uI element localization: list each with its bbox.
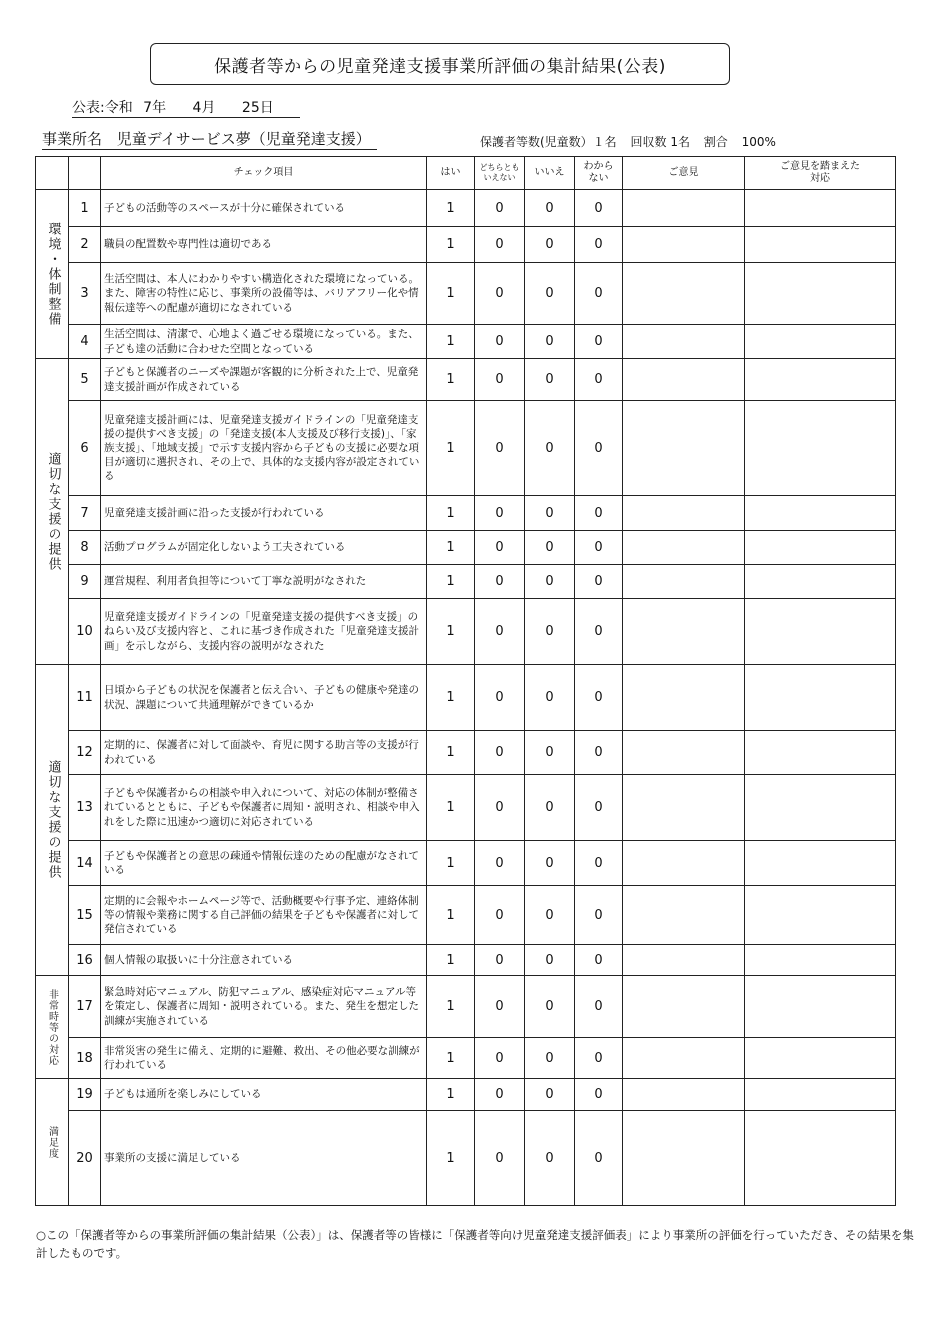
no-count: 0 [525, 665, 575, 731]
no-count: 0 [525, 565, 575, 599]
item-text: 生活空間は、清潔で、心地よく過ごせる環境になっている。また、子ども達の活動に合わせた空間となっている [101, 325, 427, 359]
response-cell [745, 1111, 896, 1206]
guardian-count: 保護者等数(児童数）１名 [480, 135, 617, 149]
unknown-count: 0 [575, 263, 623, 325]
header-number [69, 157, 101, 190]
item-number: 20 [69, 1111, 101, 1206]
publication-day: 25日 [241, 100, 274, 116]
item-text: 緊急時対応マニュアル、防犯マニュアル、感染症対応マニュアル等を策定し、保護者に周知・説明されている。また、発生を想定した訓練が実施されている [101, 976, 427, 1038]
no-count: 0 [525, 401, 575, 496]
response-cell [745, 496, 896, 531]
response-cell [745, 945, 896, 976]
yes-count: 1 [427, 565, 475, 599]
item-number: 9 [69, 565, 101, 599]
header-yes: はい [427, 157, 475, 190]
response-cell [745, 227, 896, 263]
opinion-cell [623, 731, 745, 775]
response-cell [745, 531, 896, 565]
item-number: 4 [69, 325, 101, 359]
table-header-row [36, 157, 896, 190]
table-row [36, 775, 896, 841]
no-count: 0 [525, 531, 575, 565]
neutral-count: 0 [475, 531, 525, 565]
table-row [36, 886, 896, 945]
item-text: 子どもは通所を楽しみにしている [101, 1079, 427, 1111]
header-category [36, 157, 69, 190]
opinion-cell [623, 976, 745, 1038]
unknown-count: 0 [575, 359, 623, 401]
response-cell [745, 359, 896, 401]
item-text: 定期的に、保護者に対して面談や、育児に関する助言等の支援が行われている [101, 731, 427, 775]
neutral-count: 0 [475, 1079, 525, 1111]
item-number: 17 [69, 976, 101, 1038]
table-row [36, 599, 896, 665]
opinion-cell [623, 775, 745, 841]
neutral-count: 0 [475, 263, 525, 325]
ratio-value: 100% [741, 135, 776, 149]
item-number: 18 [69, 1038, 101, 1079]
neutral-count: 0 [475, 1111, 525, 1206]
item-number: 13 [69, 775, 101, 841]
unknown-count: 0 [575, 841, 623, 886]
category-cell: 満足度 [36, 1079, 69, 1206]
item-number: 12 [69, 731, 101, 775]
item-text: 日頃から子どもの状況を保護者と伝え合い、子どもの健康や発達の状況、課題について共通理解ができているか [101, 665, 427, 731]
unknown-count: 0 [575, 731, 623, 775]
item-text: 子どもや保護者からの相談や申入れについて、対応の体制が整備されているとともに、子どもや保護者に周知・説明され、相談や申入れをした際に迅速かつ適切に対応されている [101, 775, 427, 841]
response-cell [745, 841, 896, 886]
neutral-count: 0 [475, 1038, 525, 1079]
table-row [36, 496, 896, 531]
no-count: 0 [525, 976, 575, 1038]
opinion-cell [623, 565, 745, 599]
opinion-cell [623, 945, 745, 976]
neutral-count: 0 [475, 945, 525, 976]
table-row [36, 976, 896, 1038]
neutral-count: 0 [475, 496, 525, 531]
category-cell: 適切な支援の提供 [36, 665, 69, 976]
item-text: 子どもと保護者のニーズや課題が客観的に分析された上で、児童発達支援計画が作成されている [101, 359, 427, 401]
no-count: 0 [525, 227, 575, 263]
yes-count: 1 [427, 496, 475, 531]
item-number: 15 [69, 886, 101, 945]
no-count: 0 [525, 775, 575, 841]
opinion-cell [623, 1079, 745, 1111]
opinion-cell [623, 531, 745, 565]
table-row [36, 401, 896, 496]
item-number: 8 [69, 531, 101, 565]
neutral-count: 0 [475, 976, 525, 1038]
unknown-count: 0 [575, 565, 623, 599]
table-row [36, 945, 896, 976]
unknown-count: 0 [575, 1038, 623, 1079]
unknown-count: 0 [575, 665, 623, 731]
opinion-cell [623, 496, 745, 531]
table-row [36, 841, 896, 886]
response-cell [745, 886, 896, 945]
table-row [36, 227, 896, 263]
item-number: 5 [69, 359, 101, 401]
no-count: 0 [525, 1038, 575, 1079]
item-number: 1 [69, 190, 101, 227]
category-cell: 非常時等の対応 [36, 976, 69, 1079]
yes-count: 1 [427, 841, 475, 886]
no-count: 0 [525, 325, 575, 359]
yes-count: 1 [427, 227, 475, 263]
opinion-cell [623, 1111, 745, 1206]
no-count: 0 [525, 496, 575, 531]
opinion-cell [623, 841, 745, 886]
item-text: 子どもや保護者との意思の疎通や情報伝達のための配慮がなされている [101, 841, 427, 886]
opinion-cell [623, 359, 745, 401]
table-row [36, 325, 896, 359]
unknown-count: 0 [575, 325, 623, 359]
response-cell [745, 401, 896, 496]
office-name: 児童デイサービス夢（児童発達支援） [116, 130, 371, 148]
header-response: ご意見を踏まえた 対応 [745, 157, 896, 190]
yes-count: 1 [427, 1111, 475, 1206]
yes-count: 1 [427, 976, 475, 1038]
table-row [36, 263, 896, 325]
opinion-cell [623, 1038, 745, 1079]
opinion-cell [623, 599, 745, 665]
publication-year: 7年 [143, 100, 167, 116]
table-row [36, 359, 896, 401]
ratio-label: 割合 [703, 135, 728, 149]
opinion-cell [623, 190, 745, 227]
unknown-count: 0 [575, 190, 623, 227]
item-number: 10 [69, 599, 101, 665]
item-number: 11 [69, 665, 101, 731]
neutral-count: 0 [475, 775, 525, 841]
item-text: 非常災害の発生に備え、定期的に避難、救出、その他必要な訓練が行われている [101, 1038, 427, 1079]
response-cell [745, 565, 896, 599]
page-title: 保護者等からの児童発達支援事業所評価の集計結果(公表) [150, 43, 730, 85]
item-text: 職員の配置数や専門性は適切である [101, 227, 427, 263]
item-number: 6 [69, 401, 101, 496]
opinion-cell [623, 263, 745, 325]
office-label: 事業所名 [42, 130, 103, 148]
publication-label: 公表:令和 [72, 100, 133, 116]
neutral-count: 0 [475, 190, 525, 227]
neutral-count: 0 [475, 731, 525, 775]
unknown-count: 0 [575, 1111, 623, 1206]
item-number: 2 [69, 227, 101, 263]
item-text: 個人情報の取扱いに十分注意されている [101, 945, 427, 976]
unknown-count: 0 [575, 886, 623, 945]
unknown-count: 0 [575, 1079, 623, 1111]
office-name-line [42, 128, 377, 150]
item-text: 児童発達支援計画に沿った支援が行われている [101, 496, 427, 531]
no-count: 0 [525, 359, 575, 401]
neutral-count: 0 [475, 401, 525, 496]
neutral-count: 0 [475, 841, 525, 886]
header-neutral: どちらとも いえない [475, 157, 525, 190]
opinion-cell [623, 665, 745, 731]
response-cell [745, 599, 896, 665]
no-count: 0 [525, 1111, 575, 1206]
response-cell [745, 775, 896, 841]
category-cell: 環境・体制整備 [36, 190, 69, 359]
yes-count: 1 [427, 731, 475, 775]
yes-count: 1 [427, 190, 475, 227]
unknown-count: 0 [575, 227, 623, 263]
yes-count: 1 [427, 665, 475, 731]
unknown-count: 0 [575, 976, 623, 1038]
item-text: 児童発達支援計画には、児童発達支援ガイドラインの「児童発達支援の提供すべき支援」の「発達支援(本人支援及び移行支援)」、「家族支援」、「地域支援」で示す支援内容から子どもの支援に必要な項目が適切に選択され、その上で、具体的な支援内容が設定されている [101, 401, 427, 496]
response-cell [745, 325, 896, 359]
response-cell [745, 190, 896, 227]
yes-count: 1 [427, 325, 475, 359]
response-cell [745, 976, 896, 1038]
unknown-count: 0 [575, 599, 623, 665]
yes-count: 1 [427, 599, 475, 665]
footnote: ○この「保護者等からの事業所評価の集計結果（公表）」は、保護者等の皆様に「保護者等向け児童発達支援評価表」により事業所の評価を行っていただき、その結果を集計したものです。 [36, 1228, 914, 1261]
response-cell [745, 263, 896, 325]
header-no: いいえ [525, 157, 575, 190]
yes-count: 1 [427, 1038, 475, 1079]
neutral-count: 0 [475, 359, 525, 401]
no-count: 0 [525, 841, 575, 886]
neutral-count: 0 [475, 325, 525, 359]
yes-count: 1 [427, 945, 475, 976]
opinion-cell [623, 401, 745, 496]
neutral-count: 0 [475, 227, 525, 263]
header-check-item: チェック項目 [101, 157, 427, 190]
table-row [36, 1079, 896, 1111]
no-count: 0 [525, 263, 575, 325]
category-cell: 適切な支援の提供 [36, 359, 69, 665]
item-number: 14 [69, 841, 101, 886]
neutral-count: 0 [475, 886, 525, 945]
item-number: 3 [69, 263, 101, 325]
table-row [36, 565, 896, 599]
yes-count: 1 [427, 775, 475, 841]
response-counts [480, 133, 776, 150]
no-count: 0 [525, 1079, 575, 1111]
yes-count: 1 [427, 531, 475, 565]
item-text: 生活空間は、本人にわかりやすい構造化された環境になっている。また、障害の特性に応じ、事業所の設備等は、バリアフリー化や情報伝達等への配慮が適切になされている [101, 263, 427, 325]
response-cell [745, 1038, 896, 1079]
publication-date [72, 97, 300, 118]
response-cell [745, 1079, 896, 1111]
collected-count: 回収数 1名 [630, 135, 690, 149]
no-count: 0 [525, 599, 575, 665]
publication-month: 4月 [192, 100, 216, 116]
neutral-count: 0 [475, 565, 525, 599]
item-text: 運営規程、利用者負担等について丁寧な説明がなされた [101, 565, 427, 599]
table-row [36, 731, 896, 775]
yes-count: 1 [427, 401, 475, 496]
yes-count: 1 [427, 886, 475, 945]
response-cell [745, 731, 896, 775]
item-text: 事業所の支援に満足している [101, 1111, 427, 1206]
no-count: 0 [525, 731, 575, 775]
yes-count: 1 [427, 1079, 475, 1111]
response-cell [745, 665, 896, 731]
no-count: 0 [525, 190, 575, 227]
opinion-cell [623, 325, 745, 359]
unknown-count: 0 [575, 401, 623, 496]
opinion-cell [623, 886, 745, 945]
unknown-count: 0 [575, 531, 623, 565]
evaluation-table [35, 156, 896, 1206]
item-number: 19 [69, 1079, 101, 1111]
item-text: 子どもの活動等のスペースが十分に確保されている [101, 190, 427, 227]
table-row [36, 1038, 896, 1079]
table-row [36, 190, 896, 227]
item-text: 定期的に会報やホームページ等で、活動概要や行事予定、連絡体制等の情報や業務に関する自己評価の結果を子どもや保護者に対して発信されている [101, 886, 427, 945]
item-text: 児童発達支援ガイドラインの「児童発達支援の提供すべき支援」のねらい及び支援内容と、これに基づき作成された「児童発達支援計画」を示しながら、支援内容の説明がなされた [101, 599, 427, 665]
opinion-cell [623, 227, 745, 263]
no-count: 0 [525, 945, 575, 976]
header-unknown: わから ない [575, 157, 623, 190]
yes-count: 1 [427, 359, 475, 401]
item-number: 16 [69, 945, 101, 976]
unknown-count: 0 [575, 496, 623, 531]
neutral-count: 0 [475, 665, 525, 731]
table-row [36, 665, 896, 731]
unknown-count: 0 [575, 945, 623, 976]
unknown-count: 0 [575, 775, 623, 841]
neutral-count: 0 [475, 599, 525, 665]
yes-count: 1 [427, 263, 475, 325]
no-count: 0 [525, 886, 575, 945]
item-text: 活動プログラムが固定化しないよう工夫されている [101, 531, 427, 565]
table-row [36, 1111, 896, 1206]
header-opinion: ご意見 [623, 157, 745, 190]
table-row [36, 531, 896, 565]
item-number: 7 [69, 496, 101, 531]
